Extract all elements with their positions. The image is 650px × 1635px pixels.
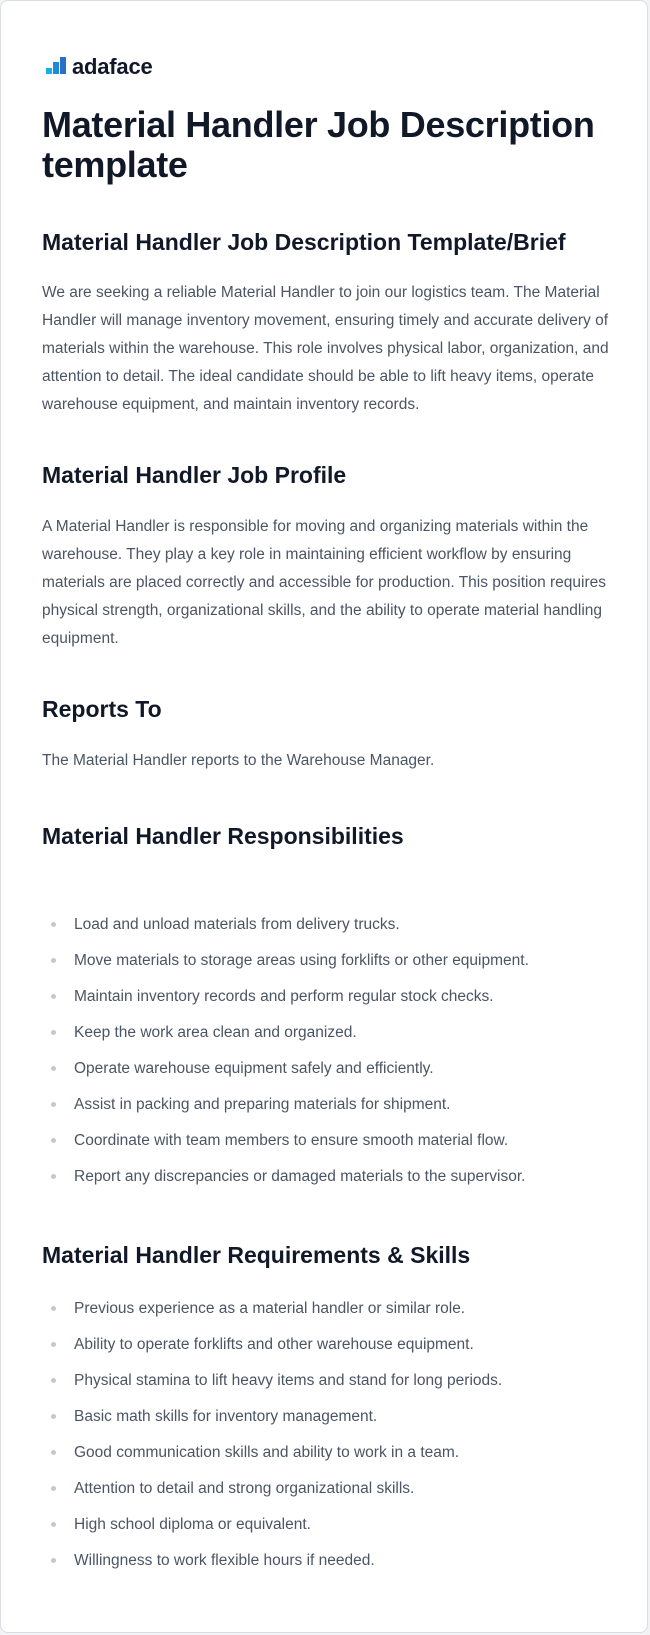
bullet-icon (51, 1342, 56, 1347)
list-item: High school diploma or equivalent. (42, 1514, 617, 1550)
adaface-logo-icon (46, 57, 66, 77)
list-item: Report any discrepancies or damaged materials to the supervisor. (42, 1166, 617, 1202)
list-item: Attention to detail and strong organizational skills. (42, 1478, 617, 1514)
list-item: Basic math skills for inventory management. (42, 1406, 617, 1442)
bullet-icon (51, 1030, 56, 1035)
list-item: Load and unload materials from delivery trucks. (42, 914, 617, 950)
brand-name: adaface (72, 54, 153, 79)
section-text-reports-to: The Material Handler reports to the Warehouse Manager. (42, 752, 435, 769)
list-item: Coordinate with team members to ensure smooth material flow. (42, 1130, 617, 1166)
bullet-icon (51, 1414, 56, 1419)
page-title: Material Handler Job Description template (42, 104, 595, 185)
section-heading-profile: Material Handler Job Profile (42, 462, 347, 488)
responsibilities-list (42, 914, 617, 1202)
bullet-icon (51, 1522, 56, 1527)
list-item: Willingness to work flexible hours if needed. (42, 1550, 617, 1586)
section-text-profile: A Material Handler is responsible for moving and organizing materials within the warehouse. They play a key role in maintaining efficient workflow by ensuring materials are placed correctly and accessible for production. This position requires physical strength, organizational skills, and the ability to operate material handling equipment. (42, 518, 607, 647)
list-item: Previous experience as a material handler or similar role. (42, 1298, 617, 1334)
section-text-brief: We are seeking a reliable Material Handler to join our logistics team. The Material Handler will manage inventory movement, ensuring timely and accurate delivery of materials within the warehouse. This role involves physical labor, organization, and attention to detail. The ideal candidate should be able to lift heavy items, operate warehouse equipment, and maintain inventory records. (42, 284, 609, 413)
requirements-list (42, 1298, 617, 1586)
list-item: Ability to operate forklifts and other warehouse equipment. (42, 1334, 617, 1370)
list-item: Maintain inventory records and perform regular stock checks. (42, 986, 617, 1022)
bullet-icon (51, 1174, 56, 1179)
section-heading-requirements: Material Handler Requirements & Skills (42, 1242, 471, 1268)
brand-logo[interactable] (46, 54, 153, 80)
bullet-icon (51, 1066, 56, 1071)
bullet-icon (51, 958, 56, 963)
bullet-icon (51, 1450, 56, 1455)
section-heading-responsibilities: Material Handler Responsibilities (42, 823, 404, 849)
bullet-icon (51, 1102, 56, 1107)
list-item: Physical stamina to lift heavy items and stand for long periods. (42, 1370, 617, 1406)
bullet-icon (51, 1486, 56, 1491)
list-item: Move materials to storage areas using forklifts or other equipment. (42, 950, 617, 986)
bullet-icon (51, 1306, 56, 1311)
list-item: Keep the work area clean and organized. (42, 1022, 617, 1058)
bullet-icon (51, 922, 56, 927)
bullet-icon (51, 1378, 56, 1383)
section-heading-reports-to: Reports To (42, 696, 162, 722)
list-item: Good communication skills and ability to work in a team. (42, 1442, 617, 1478)
list-item: Assist in packing and preparing materials for shipment. (42, 1094, 617, 1130)
bullet-icon (51, 1138, 56, 1143)
bullet-icon (51, 994, 56, 999)
bullet-icon (51, 1558, 56, 1563)
list-item: Operate warehouse equipment safely and efficiently. (42, 1058, 617, 1094)
section-heading-brief: Material Handler Job Description Template/Brief (42, 229, 566, 255)
